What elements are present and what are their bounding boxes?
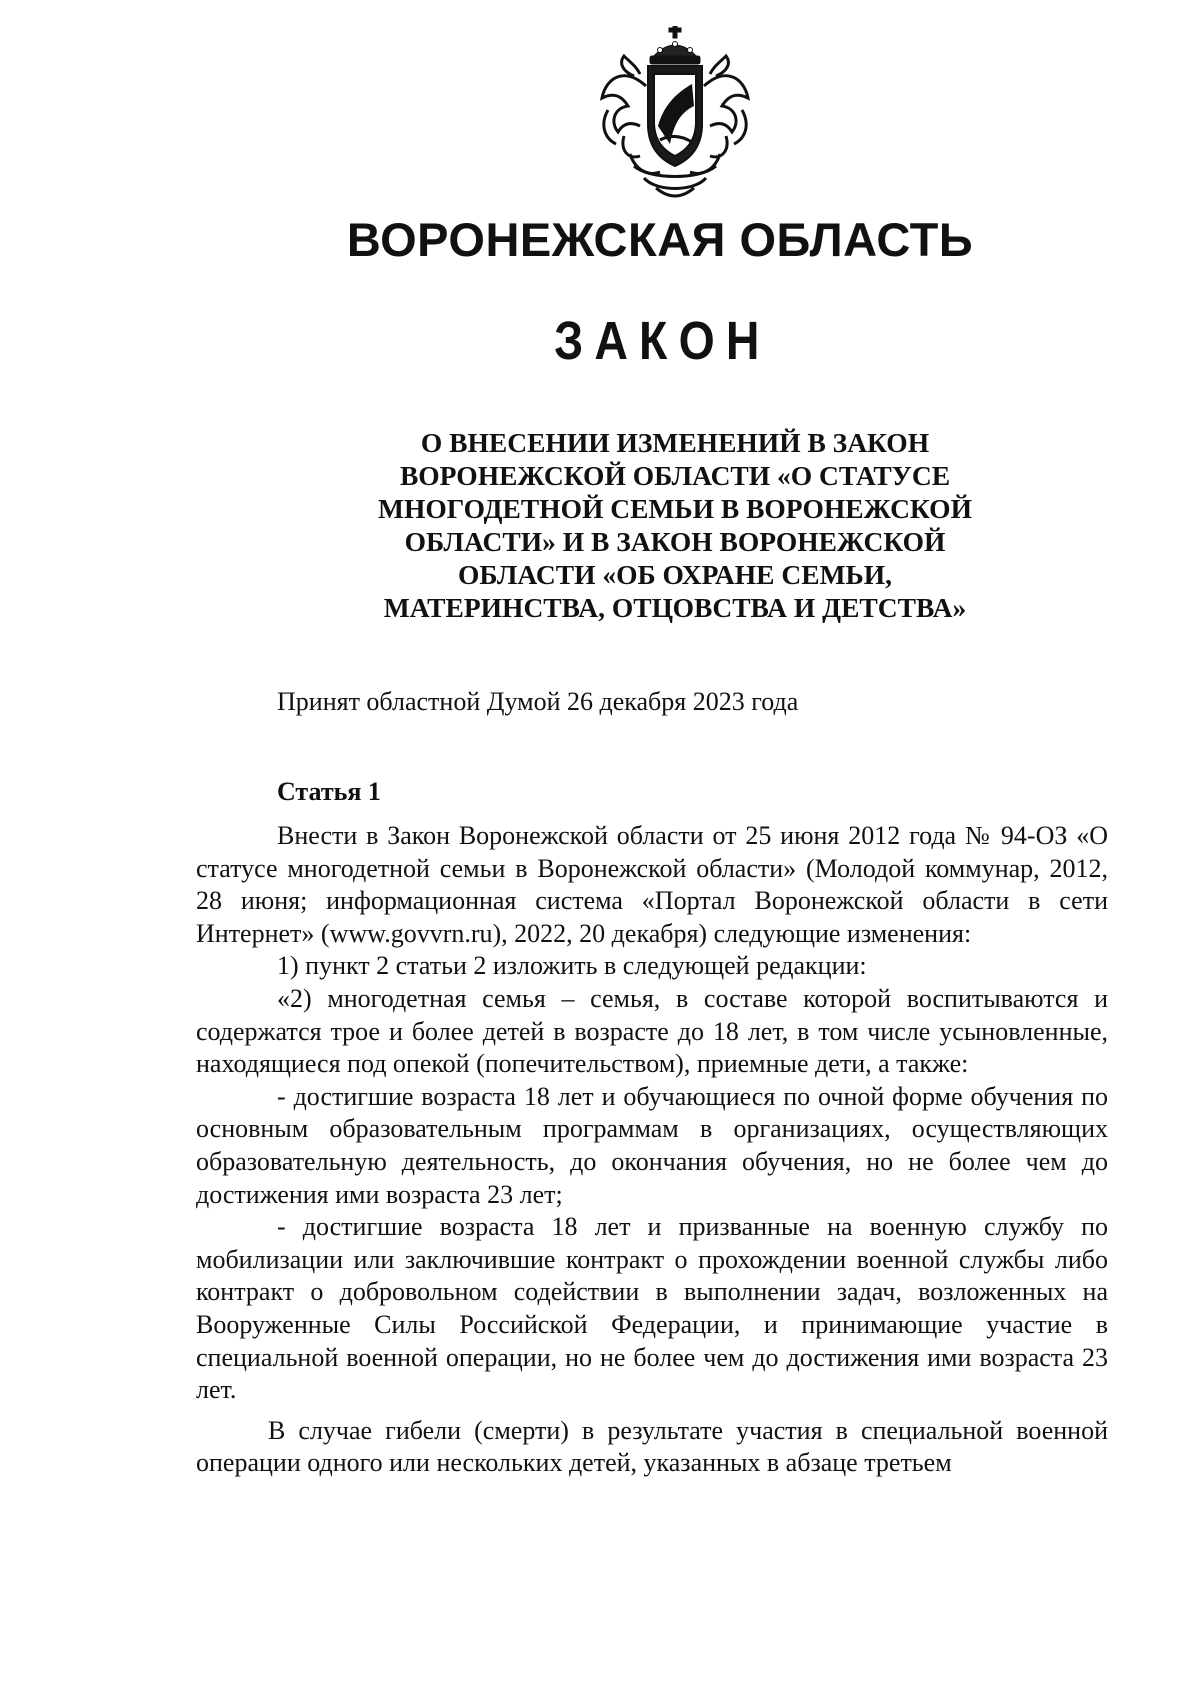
article-paragraph: - достигшие возраста 18 лет и призванные на военную службу по мобилизации или заключившие контракт о прохождении военной службы либо контракт о добровольном содействии в выполнении задач, возложенных на Вооруженные Силы Российской Федерации, и принимающие участие в специальной военной операции, но не более чем до достижения ими возраста 23 лет. — [196, 1212, 1108, 1405]
voronezh-coat-of-arms-icon — [594, 26, 756, 204]
article-heading: Статья 1 — [277, 777, 381, 806]
law-title-line: ОБЛАСТИ» И В ЗАКОН ВОРОНЕЖСКОЙ — [404, 526, 946, 557]
law-title-line: МАТЕРИНСТВА, ОТЦОВСТВА И ДЕТСТВА» — [383, 592, 967, 623]
article-body — [196, 820, 1108, 1480]
law-title-line: МНОГОДЕТНОЙ СЕМЬИ В ВОРОНЕЖСКОЙ — [378, 493, 972, 524]
article-paragraph: - достигшие возраста 18 лет и обучающиеся по очной форме обучения по основным образовательным программам в организациях, осуществляющих образовательную деятельность, до окончания обучения, но не более чем до достижения ими возраста 23 лет; — [196, 1081, 1108, 1209]
adoption-date: Принят областной Думой 26 декабря 2023 года — [277, 687, 799, 716]
region-name: ВОРОНЕЖСКАЯ ОБЛАСТЬ — [346, 213, 974, 266]
article-paragraph: Внести в Закон Воронежской области от 25 июня 2012 года № 94-ОЗ «О статусе многодетной семьи в Воронежской области» (Молодой коммунар, 2012, 28 июня; информационная система «Портал Воронежской области в сети Интернет» (www.govvrn.ru), 2022, 20 декабря) следующие изменения: — [196, 821, 1108, 948]
article-paragraph: 1) пункт 2 статьи 2 изложить в следующей редакции: — [277, 951, 867, 981]
law-title-line: ОБЛАСТИ «ОБ ОХРАНЕ СЕМЬИ, — [458, 559, 892, 590]
document-type: ЗАКОН — [554, 311, 771, 371]
law-title-line: ВОРОНЕЖСКОЙ ОБЛАСТИ «О СТАТУСЕ — [399, 460, 951, 491]
article-paragraph: В случае гибели (смерти) в результате участия в специальной военной операции одного или нескольких детей, указанных в абзаце третьем — [196, 1415, 1108, 1478]
law-title-line: О ВНЕСЕНИИ ИЗМЕНЕНИЙ В ЗАКОН — [420, 427, 930, 458]
article-paragraph: «2) многодетная семья – семья, в составе которой воспитываются и содержатся трое и более детей в возрасте до 18 лет, в том числе усыновленные, находящиеся под опекой (попечительством), приемные дети, а также: — [196, 983, 1108, 1079]
law-title — [330, 426, 1020, 624]
paragraph-spacer — [196, 1407, 1108, 1415]
